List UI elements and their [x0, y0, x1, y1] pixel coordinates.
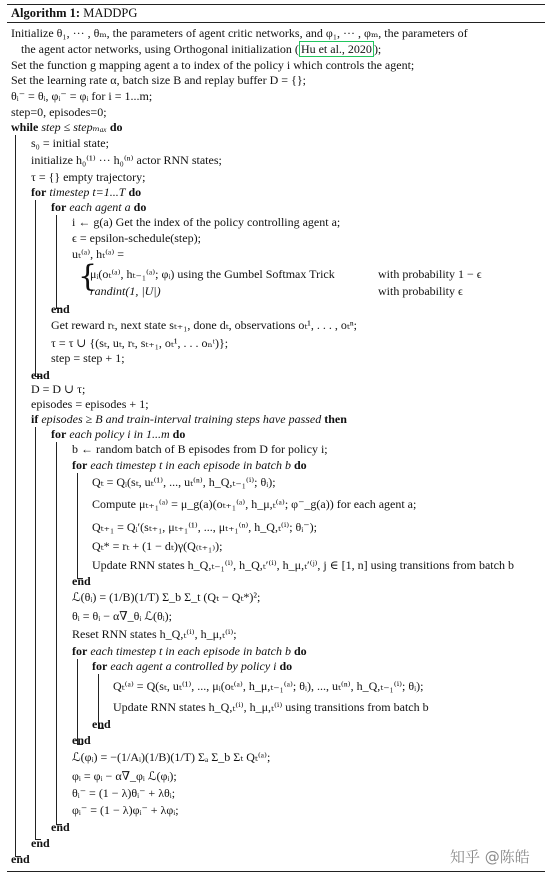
keyword-for: for: [51, 200, 67, 214]
line-set-lr: Set the learning rate α, batch size B and replay buffer D = {};: [11, 73, 306, 87]
for-policy-bar: [56, 442, 57, 825]
keyword-then: then: [324, 412, 347, 426]
line-episodes-inc: episodes = episodes + 1;: [31, 397, 149, 411]
line-target-critic: θᵢ⁻ = (1 − λ)θᵢ⁻ + λθᵢ;: [72, 786, 176, 800]
line-actor-loss: ℒ(φᵢ) = −(1/Aᵢ)(1/B)(1/T) Σₐ Σ_b Σₜ Qₜ⁽ᵃ⁾;: [72, 750, 271, 764]
algorithm-header: [11, 6, 137, 20]
cases-brace: {: [78, 259, 98, 294]
keyword-do: do: [293, 458, 307, 472]
end-if: end: [31, 836, 50, 850]
line-s0: s₀ = initial state;: [31, 136, 109, 150]
line-for-batch-actor: [72, 644, 307, 658]
end-for-agent: end: [51, 302, 70, 316]
line-q-value: Qₜ = Qᵢ(sₜ, uₜ⁽¹⁾, ..., uₜ⁽ⁿ⁾, h_Q,ₜ₋₁⁽ⁱ⁾; θᵢ);: [92, 475, 276, 489]
line-case-random: randint(1, |U|): [90, 284, 161, 298]
line-get-reward: Get reward rₜ, next state sₜ₊₁, done dₜ, observations oₜ¹, . . . , oₜⁿ;: [51, 318, 357, 332]
line-actor-q: Qₜ⁽ᵃ⁾ = Q(sₜ, uₜ⁽¹⁾, ..., μᵢ(oₜ⁽ᵃ⁾, h_μ,ₜ₋₁⁽ᵃ⁾; θᵢ), ..., uₜ⁽ⁿ⁾, h_Q,ₜ₋₁⁽ⁱ⁾; θᵢ);: [113, 679, 424, 693]
keyword-do: do: [133, 200, 147, 214]
line-critic-loss: ℒ(θᵢ) = (1/B)(1/T) Σ_b Σ_t (Qₜ − Qₜ*)²;: [72, 590, 261, 604]
if-bar: [35, 427, 36, 840]
for-condition: each agent a controlled by policy i: [110, 659, 277, 673]
keyword-for: for: [72, 458, 88, 472]
keyword-do: do: [172, 427, 186, 441]
line-sample-batch: b ← random batch of B episodes from D for policy i;: [72, 442, 328, 456]
end-actor-loop: end: [72, 733, 91, 747]
line-for-agent: [51, 200, 146, 214]
line-q-next: Qₜ₊₁ = Qᵢ′(sₜ₊₁, μₜ₊₁⁽¹⁾, ..., μₜ₊₁⁽ⁿ⁾, h_Q,ₜ⁽ⁱ⁾; θᵢ⁻);: [92, 520, 317, 534]
end-for-policy: end: [51, 820, 70, 834]
line-set-function: Set the function g mapping agent a to index of the policy i which controls the agent;: [11, 58, 415, 72]
line-for-controlled-agent: [92, 659, 292, 673]
line-tau-append: τ = τ ∪ {(sₜ, uₜ, rₜ, sₜ₊₁, oₜ¹, . . . oₙᵗ)};: [51, 336, 229, 350]
keyword-for: for: [72, 644, 88, 658]
line-step-inc: step = step + 1;: [51, 351, 125, 365]
top-rule: [7, 4, 545, 5]
line-for-timestep: [31, 185, 141, 199]
line-q-target: Qₜ* = rₜ + (1 − dₜ)γ(Q₍ₜ₊₁₎);: [92, 539, 223, 553]
for-condition: each agent a: [69, 200, 131, 214]
end-while: end: [11, 852, 30, 866]
algorithm-label: Algorithm 1:: [11, 6, 81, 20]
line-case-gumbel: μᵢ(oₜ⁽ᵃ⁾, hₜ₋₁⁽ᵃ⁾; φᵢ) using the Gumbel Softmax Trick: [90, 267, 335, 281]
while-condition: step ≤ stepₘₐₓ: [41, 120, 107, 134]
algorithm-name: MADDPG: [83, 6, 138, 20]
for-condition: each policy i in 1...m: [69, 427, 170, 441]
line-target-init: θᵢ⁻ = θᵢ, φᵢ⁻ = φᵢ for i = 1...m;: [11, 89, 153, 103]
for-timestep-bar: [35, 200, 36, 377]
line-buffer-add: D = D ∪ τ;: [31, 382, 86, 396]
init-tail: );: [373, 42, 382, 56]
end-agent-loop: end: [92, 717, 111, 731]
line-update-rnn-critic: Update RNN states h_Q,ₜ₋₁⁽ⁱ⁾, h_Q,ₜ′⁽ⁱ⁾, h_μ,ₜ′⁽ʲ⁾, j ∈ [1, n] using transitions from batch b: [92, 558, 514, 572]
keyword-if: if: [31, 412, 39, 426]
for-condition: each timestep t in each episode in batch b: [90, 458, 291, 472]
line-epsilon: ϵ = epsilon-schedule(step);: [72, 231, 201, 245]
header-rule: [7, 22, 545, 23]
keyword-for: for: [31, 185, 47, 199]
line-target-actor: φᵢ⁻ = (1 − λ)φᵢ⁻ + λφᵢ;: [72, 803, 179, 817]
keyword-do: do: [128, 185, 142, 199]
end-critic-loop: end: [72, 574, 91, 588]
line-reset-rnn: Reset RNN states h_Q,ₜ⁽ⁱ⁾, h_μ,ₜ⁽ⁱ⁾;: [72, 627, 237, 641]
line-action-assign: uₜ⁽ᵃ⁾, hₜ⁽ᵃ⁾ =: [72, 247, 125, 261]
line-while: [11, 120, 123, 134]
keyword-do: do: [293, 644, 307, 658]
if-condition: episodes ≥ B and train-interval training steps have passed: [41, 412, 322, 426]
while-bar: [15, 135, 16, 857]
critic-loop-bar: [77, 473, 78, 579]
line-for-policy: [51, 427, 185, 441]
line-update-rnn-actor: Update RNN states h_Q,ₜ⁽ⁱ⁾, h_μ,ₜ⁽ⁱ⁾ using transitions from batch b: [113, 700, 429, 714]
line-case-gumbel-prob: with probability 1 − ϵ: [378, 267, 482, 281]
bottom-rule: [7, 871, 545, 872]
keyword-do: do: [109, 120, 123, 134]
line-critic-update: θᵢ = θᵢ − α∇_θᵢ ℒ(θᵢ);: [72, 609, 173, 623]
citation-link[interactable]: Hu et al., 2020: [300, 42, 372, 56]
line-init-rnn: initialize h₀⁽¹⁾ ··· h₀⁽ⁿ⁾ actor RNN states;: [31, 153, 222, 167]
line-if-train: [31, 412, 347, 426]
keyword-for: for: [92, 659, 108, 673]
for-condition: timestep t=1...T: [49, 185, 126, 199]
keyword-while: while: [11, 120, 39, 134]
for-agent-bar: [56, 215, 57, 309]
keyword-do: do: [279, 659, 293, 673]
line-policy-index: i ← g(a) Get the index of the policy controlling agent a;: [72, 215, 341, 229]
keyword-for: for: [51, 427, 67, 441]
line-init-params: Initialize θ₁, ··· , θₘ, the parameters of agent critic networks, and φ₁, ··· , φₘ, the parameters of: [11, 26, 468, 40]
line-init-params-cont: [21, 42, 381, 56]
init-text: the agent actor networks, using Orthogonal initialization (: [21, 42, 299, 56]
line-for-batch-critic: [72, 458, 307, 472]
line-step-init: step=0, episodes=0;: [11, 105, 107, 119]
line-tau-empty: τ = {} empty trajectory;: [31, 170, 146, 184]
line-compute-mu: Compute μₜ₊₁⁽ᵃ⁾ = μ_g(a)(oₜ₊₁⁽ᵃ⁾, h_μ,ₜ⁽ᵃ⁾; φ⁻_g(a)) for each agent a;: [92, 497, 417, 511]
line-actor-update: φᵢ = φᵢ − α∇_φᵢ ℒ(φᵢ);: [72, 769, 177, 783]
watermark: 知乎 @陈皓: [450, 848, 530, 866]
end-for-timestep: end: [31, 368, 50, 382]
for-condition: each timestep t in each episode in batch b: [90, 644, 291, 658]
line-case-random-prob: with probability ϵ: [378, 284, 463, 298]
